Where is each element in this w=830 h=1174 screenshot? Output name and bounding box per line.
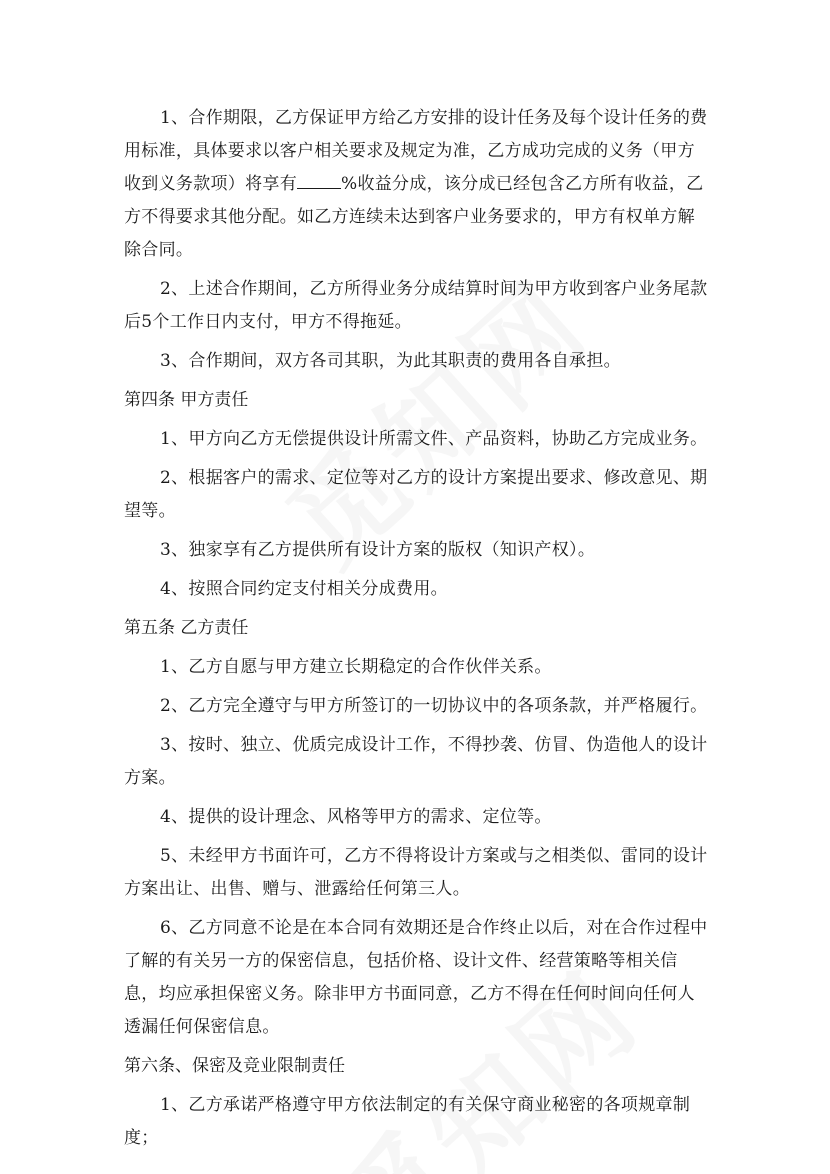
article-6-heading: 第六条、保密及竞业限制责任 [124,1056,345,1076]
clause-3-2: 2、上述合作期间，乙方所得业务分成结算时间为甲方收到客户业务尾款后5个工作日内支付，甲方不得拖延。 [124,279,708,332]
blank-field [297,172,341,189]
clause-5-5: 5、未经甲方书面许可，乙方不得将设计方案或与之相类似、雷同的设计方案出让、出售、赠与、泄露给任何第三人。 [124,846,708,899]
clause-5-3: 3、按时、独立、优质完成设计工作，不得抄袭、仿冒、伪造他人的设计方案。 [124,735,708,788]
clause-4-2: 2、根据客户的需求、定位等对乙方的设计方案提出要求、修改意见、期望等。 [124,468,708,521]
clause-5-6: 6、乙方同意不论是在本合同有效期还是合作终止以后，对在合作过程中了解的有关另一方的保密信息，包括价格、设计文件、经营策略等相关信息，均应承担保密义务。除非甲方书面同意，乙方不得在任何时间向任何人透漏任何保密信息。 [124,918,708,1037]
article-5-heading: 第五条 乙方责任 [124,618,249,638]
clause-3-3: 3、合作期间，双方各司其职，为此其职责的费用各自承担。 [160,351,621,371]
clause-4-4: 4、按照合同约定支付相关分成费用。 [160,579,448,599]
article-4-heading: 第四条 甲方责任 [124,390,249,410]
clause-5-4: 4、提供的设计理念、风格等甲方的需求、定位等。 [160,807,552,827]
clause-5-1: 1、乙方自愿与甲方建立长期稳定的合作伙伴关系。 [160,657,552,677]
document-body [124,102,708,1161]
clause-5-2: 2、乙方完全遵守与甲方所签订的一切协议中的各项条款，并严格履行。 [160,696,708,716]
clause-4-1: 1、甲方向乙方无偿提供设计所需文件、产品资料，协助乙方完成业务。 [160,429,708,449]
clause-6-1: 1、乙方承诺严格遵守甲方依法制定的有关保守商业秘密的各项规章制度； [124,1095,691,1148]
clause-3-1: 1、合作期限，乙方保证甲方给乙方安排的设计任务及每个设计任务的费用标准，具体要求以客户相关要求及规定为准，乙方成功完成的义务（甲方收到义务款项）将享有 %收益分成，该分成已经包含乙方所有收益，乙方不得要求其他分配。如乙方连续未达到客户业务要求的，甲方有权单方解除合同。 [124,108,708,260]
clause-4-3: 3、独家享有乙方提供所有设计方案的版权（知识产权）。 [160,540,596,560]
